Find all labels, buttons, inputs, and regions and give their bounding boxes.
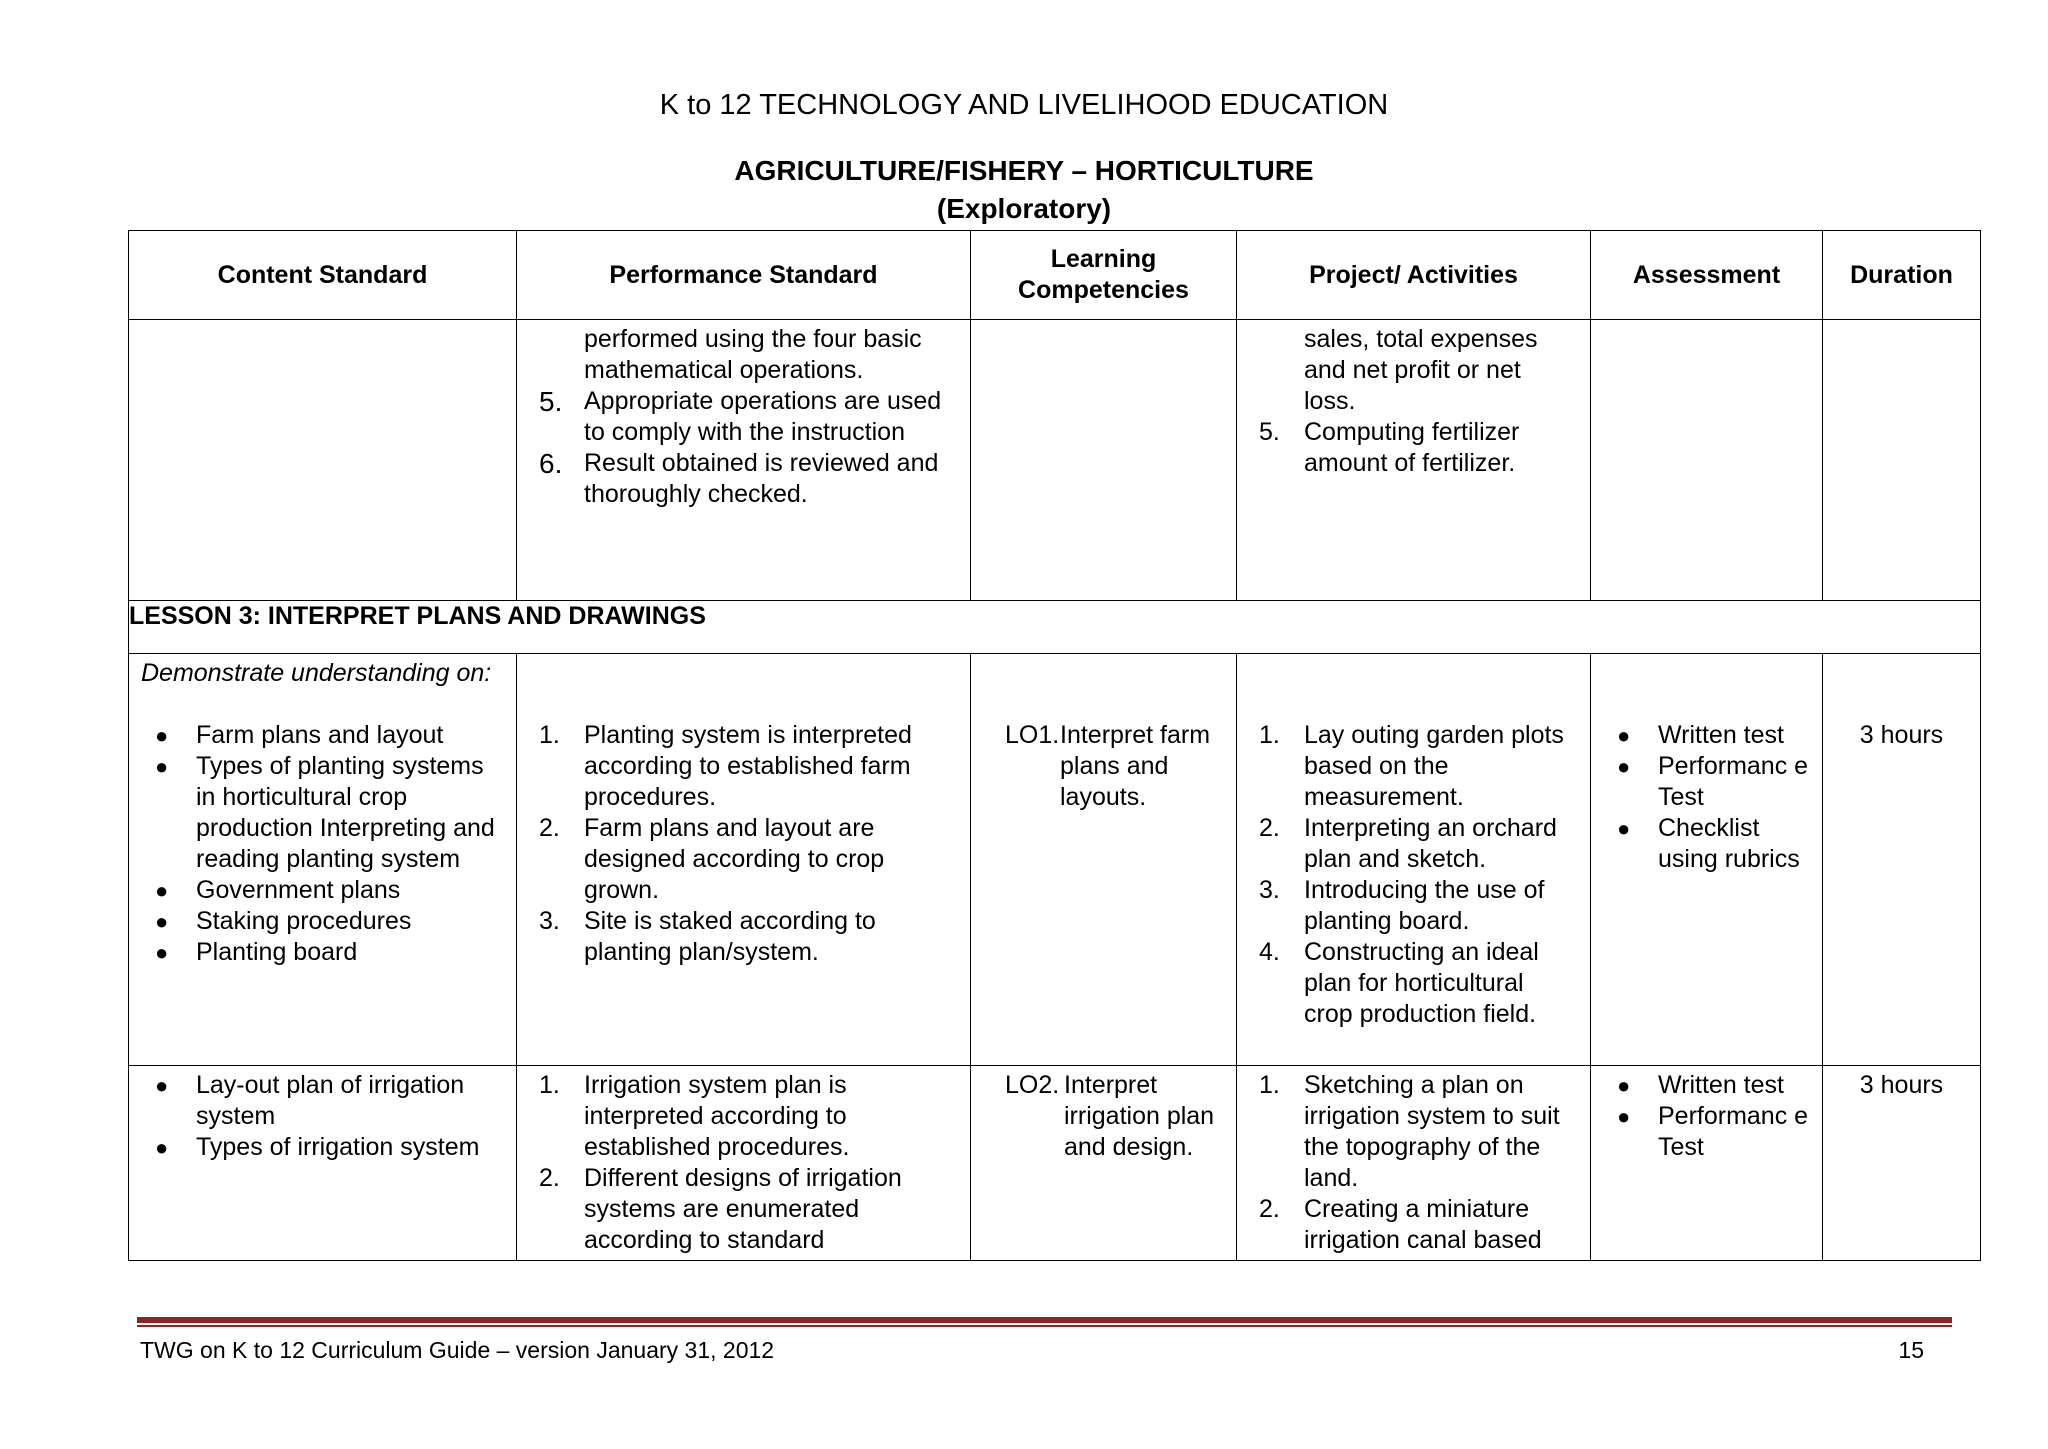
content-standard-cell	[129, 1066, 517, 1261]
lesson-title: LESSON 3: INTERPRET PLANS AND DRAWINGS	[129, 601, 1981, 654]
curriculum-table	[128, 230, 1981, 1261]
list-item: 2. Interpreting an orchard plan and sketch.	[1259, 814, 1557, 873]
learning-competencies-cell	[971, 654, 1237, 1066]
list-item: ● Government plans	[155, 876, 401, 904]
learning-competencies-cell	[971, 1066, 1237, 1261]
performance-standard-cell	[517, 654, 971, 1066]
table-row	[129, 320, 1981, 601]
table-row	[129, 654, 1981, 1066]
page-number: 15	[1898, 1337, 1924, 1363]
activities-continuation-text: sales, total expenses and net profit or net loss.	[1304, 325, 1538, 415]
performance-standard-cell	[517, 320, 971, 601]
footer-rule	[137, 1317, 1952, 1323]
list-item: ● Lay-out plan of irrigation system	[155, 1071, 465, 1130]
learning-outcome-1: LO1. Interpret farm plans and layouts.	[1005, 721, 1211, 811]
list-item: ● Types of irrigation system	[155, 1133, 480, 1161]
assessment-cell	[1591, 654, 1823, 1066]
table-header-row	[129, 231, 1981, 320]
column-header-learning-competencies: Learning Competencies	[971, 231, 1237, 320]
duration-cell	[1823, 1066, 1981, 1261]
project-activities-cell	[1237, 654, 1591, 1066]
content-standard-cell	[129, 654, 517, 1066]
list-item: 1. Lay outing garden plots based on the measurement.	[1259, 721, 1564, 811]
subtitle-line-2: (Exploratory)	[936, 193, 1112, 224]
list-item: 3. Introducing the use of planting board.	[1259, 876, 1545, 935]
column-header-content-standard: Content Standard	[129, 231, 517, 320]
content-standard-cell	[129, 320, 517, 601]
column-header-performance-standard: Performance Standard	[517, 231, 971, 320]
list-item: 4. Constructing an ideal plan for horticultural crop production field.	[1259, 938, 1539, 1028]
performance-continuation-text: performed using the four basic mathematical operations.	[584, 325, 922, 384]
list-item: 6. Result obtained is reviewed and thoroughly checked.	[539, 448, 939, 508]
list-item: 3. Site is staked according to planting plan/system.	[539, 907, 876, 966]
list-item: 1. Sketching a plan on irrigation system to suit the topography of the land.	[1259, 1071, 1560, 1192]
assessment-cell	[1591, 1066, 1823, 1261]
column-header-project-activities: Project/ Activities	[1237, 231, 1591, 320]
assessment-cell	[1591, 320, 1823, 601]
list-item: ● Performanc e Test	[1617, 1102, 1809, 1161]
list-item: ● Checklist using rubrics	[1617, 814, 1800, 873]
footer-rule-thin	[137, 1325, 1952, 1327]
list-item: 1. Irrigation system plan is interpreted according to established procedures.	[539, 1071, 850, 1161]
list-item: 5. Computing fertilizer amount of fertilizer.	[1259, 418, 1520, 477]
content-intro-text: Demonstrate understanding on:	[141, 659, 492, 687]
list-item: ● Written test	[1617, 721, 1784, 749]
learning-competencies-cell	[971, 320, 1237, 601]
list-item: 1. Planting system is interpreted according to established farm procedures.	[539, 721, 912, 811]
performance-standard-cell	[517, 1066, 971, 1261]
project-activities-cell	[1237, 1066, 1591, 1261]
list-item: 5. Appropriate operations are used to comply with the instruction	[539, 386, 942, 446]
column-header-assessment: Assessment	[1591, 231, 1823, 320]
duration-value: 3 hours	[1859, 1071, 1944, 1099]
list-item: ● Planting board	[155, 938, 358, 966]
document-subtitle	[0, 152, 2048, 228]
table-row	[129, 1066, 1981, 1261]
list-item: ● Farm plans and layout	[155, 721, 444, 749]
list-item: 2. Creating a miniature irrigation canal based	[1259, 1195, 1542, 1254]
duration-value: 3 hours	[1859, 721, 1944, 749]
list-item: ● Performanc e Test	[1617, 752, 1809, 811]
learning-outcome-2: LO2. Interpret irrigation plan and design.	[1005, 1071, 1215, 1161]
project-activities-cell	[1237, 320, 1591, 601]
duration-cell	[1823, 320, 1981, 601]
list-item: ● Written test	[1617, 1071, 1784, 1099]
duration-cell	[1823, 654, 1981, 1066]
column-header-duration: Duration	[1823, 231, 1981, 320]
list-item: 2. Different designs of irrigation systems are enumerated according to standard	[539, 1164, 902, 1254]
footer-version-text: TWG on K to 12 Curriculum Guide – version January 31, 2012	[140, 1337, 775, 1363]
lesson-heading-row	[129, 601, 1981, 654]
list-item: ● Types of planting systems in horticultural crop production Interpreting and reading planting system	[155, 752, 495, 873]
list-item: 2. Farm plans and layout are designed according to crop grown.	[539, 814, 885, 904]
subtitle-line-1: AGRICULTURE/FISHERY – HORTICULTURE	[734, 155, 1314, 186]
document-title: K to 12 TECHNOLOGY AND LIVELIHOOD EDUCATION	[659, 89, 1389, 121]
list-item: ● Staking procedures	[155, 907, 412, 935]
